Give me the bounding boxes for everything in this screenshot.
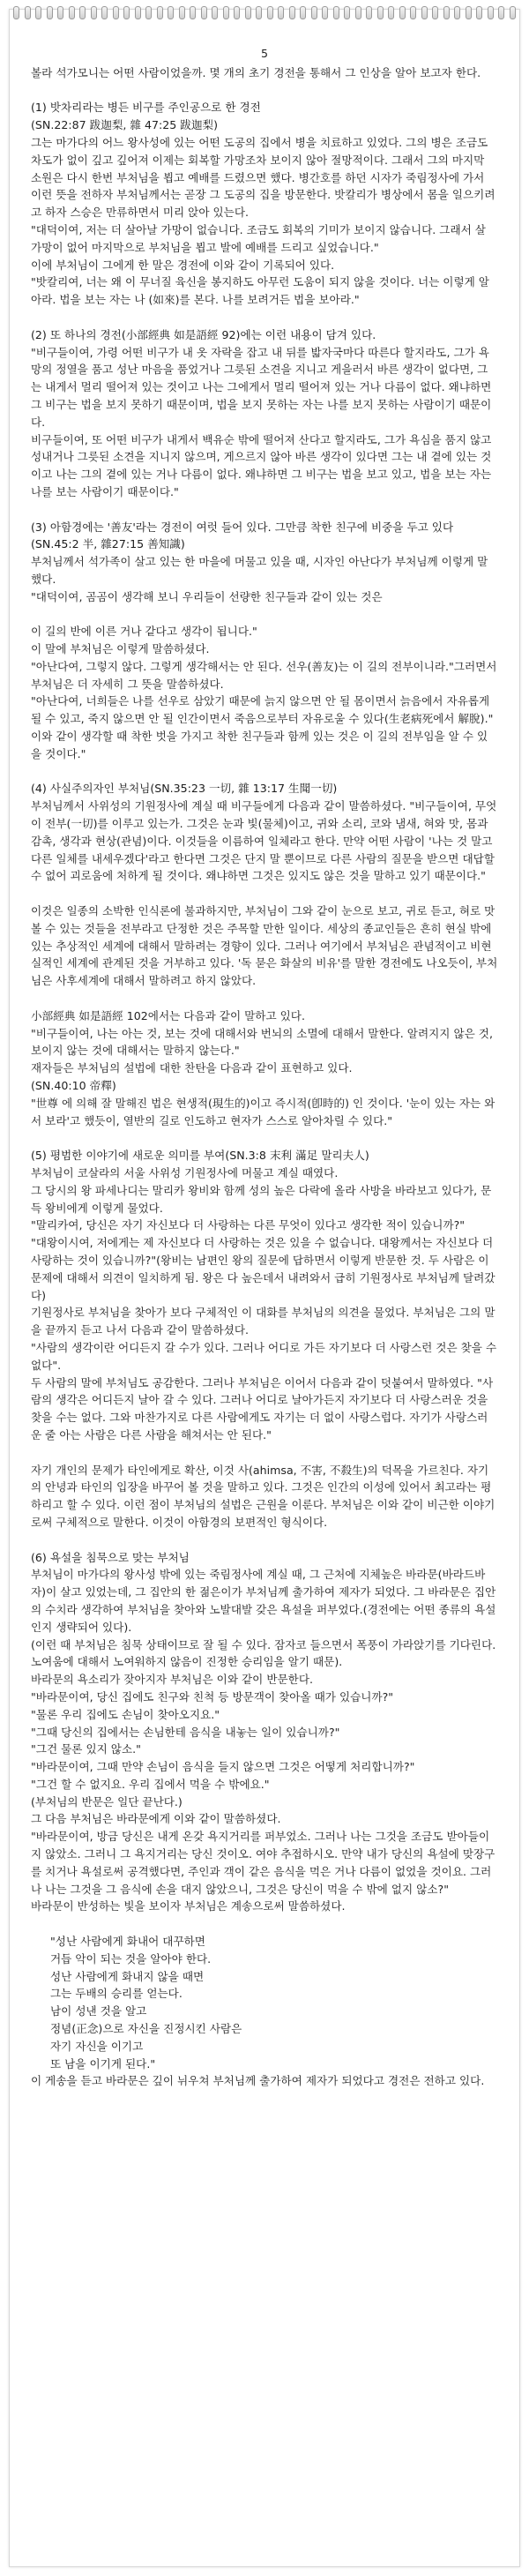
binding-ring: [278, 6, 284, 19]
verse-line: 성난 사람에게 화내지 않을 때면: [50, 1969, 205, 1983]
paragraph: "사람의 생각이란 어디든지 갈 수가 있다. 그러나 어디로 가든 자기보다 더 사랑스런 것은 찾을 수 없다".: [31, 1340, 497, 1372]
paragraph: "밧칼리여, 너는 왜 이 무너질 육신을 봉지하도 아무런 도움이 되지 않을 것이다. 너는 이렇게 알아라. 법을 보는 자는 나 (如來)를 본다. 나를 보려거든 법을 보아라.": [31, 275, 489, 307]
paragraph: 바라문이 반성하는 빛을 보이자 부처님은 계송으로써 말씀하셨다.: [31, 1899, 346, 1913]
paragraph: "그건 할 수 없지요. 우리 집에서 먹을 수 밖에요.": [31, 1777, 270, 1791]
binding-ring: [25, 6, 31, 19]
paragraph-gap: [31, 885, 498, 902]
section-heading: (1) 밧차리라는 병든 비구를 주인공으로 한 경전: [31, 101, 261, 115]
paragraph: "그때 당신의 집에서는 손님한테 음식을 내놓는 일이 있습니까?": [31, 1725, 340, 1739]
paragraph: (이런 때 부처님은 침묵 상태이므로 잘 될 수 있다. 잠자코 들으면서 폭풍이 가라앉기를 기다린다.: [31, 1637, 496, 1651]
paragraph-gap: [31, 1444, 498, 1462]
verse-line: 남이 성낸 것을 알고: [50, 2004, 147, 2018]
binding-ring: [245, 6, 251, 19]
paragraph-gap: [31, 1915, 498, 1933]
binding-ring: [145, 6, 152, 19]
paragraph: "아난다여, 그렇지 않다. 그렇게 생각해서는 안 된다. 선우(善友)는 이 길의 전부이니라."그러면서 부처님은 더 자세히 그 뜻을 말씀하셨다.: [31, 659, 497, 691]
page-number: 5: [260, 47, 268, 60]
paragraph: 바라문의 욕소리가 잦아지자 부처님은 이와 같이 반문한다.: [31, 1673, 313, 1687]
verse-line: 그는 두배의 승리를 얻는다.: [50, 1987, 183, 2001]
verse-line: 거듭 악이 되는 것을 알아야 한다.: [50, 1951, 212, 1966]
binding-ring: [399, 6, 406, 19]
paragraph: "그건 물론 있지 않소.": [31, 1742, 141, 1756]
binding-ring: [355, 6, 361, 19]
paragraph: 이 게송을 듣고 바라문은 깊이 뉘우쳐 부처님께 출가하여 제자가 되었다고 경전은 전하고 있다.: [31, 2074, 485, 2088]
binding-ring: [289, 6, 295, 19]
binding-ring: [454, 6, 460, 19]
binding-ring: [91, 6, 97, 19]
paragraph-gap: [31, 606, 498, 624]
binding-ring: [47, 6, 53, 19]
binding-ring: [443, 6, 450, 19]
binding-ring: [476, 6, 482, 19]
paragraph: 노여움에 대해서 노여워하지 않음이 진정한 승리임을 알기 때문).: [31, 1655, 343, 1669]
paragraph: "바라문이여, 당신 집에도 친구와 친척 등 방문객이 찾아올 때가 있습니까?": [31, 1689, 394, 1704]
section-heading: (4) 사실주의자인 부처님(SN.35:23 一切, 雜 13:17 生聞一切): [31, 782, 338, 796]
binding-ring: [510, 6, 516, 19]
binding-ring: [201, 6, 207, 19]
binding-ring: [57, 6, 63, 19]
paragraph: "바라문이여, 방금 당신은 내게 온갖 욕지거리를 퍼부었소. 그러나 나는 그것을 조금도 받아들이지 않았소. 그러니 그 욕지거리는 당신 것이오. 여야 추접하시오. 만약 내가 당신의 욕설에 맞장구를 치거나 욕설로써 공격했다면, 주인과 객이 같은 음식을 먹은 거나 다름이 없었을 것이요. 그러나 나는 그것을 그 음식에 손을 대지 않았으니, 그것은 당신이 먹을 수 밖에 없지 않소?": [31, 1830, 495, 1896]
paragraph-gap: [31, 82, 498, 100]
paragraph: "비구들이여, 가령 어떤 비구가 내 옷 자락을 잡고 내 뒤를 밟자국마다 따른다 할지라도, 그가 욕망의 정열을 품고 성난 마음을 품었거나 그릇된 소견을 지니고 게을러서 바른 생각이 없다면, 그는 내게서 멀리 떨어져 있는 것이고 나는 그에게서 멀리 떨어져 있는 거나 다름이 없다. 왜냐하면 그 비구는 법을 보지 못하기 때문이며, 법을 보지 못하는 자는 나를 보지 못하는 사람이기 때문이다.: [31, 345, 492, 429]
section-heading: (2) 또 하나의 경전(小部經典 如是語經 92)에는 이런 내용이 담겨 있다.: [31, 327, 376, 341]
binding-ring: [190, 6, 196, 19]
binding-ring: [123, 6, 130, 19]
spiral-binding: [10, 10, 519, 24]
paragraph: 그 다음 부처님은 바라문에게 이와 같이 말씀하셨다.: [31, 1812, 281, 1826]
binding-ring: [267, 6, 273, 19]
paragraph: "대왕이시여, 저에게는 제 자신보다 더 사랑하는 것은 있을 수 없습니다. 대왕께서는 자신보다 더 사랑하는 것이 있습니까?"(왕비는 남편인 왕의 질문에 답하면서 이렇게 반문한 것. 두 사람은 이 문제에 대해서 의견이 일치하게 됨. 왕은 다 높은데서 내려와서 급히 기원정사로 부처님께 달려갔다): [31, 1236, 495, 1302]
paragraph: 기원정사로 부처님을 찾아가 보다 구체적인 이 대화를 부처님의 의견을 물었다. 부처님은 그의 말을 끝까지 듣고 나서 다음과 같이 말씀하셨다.: [31, 1306, 495, 1337]
binding-ring: [223, 6, 229, 19]
paragraph-gap: [31, 1531, 498, 1549]
binding-ring: [300, 6, 306, 19]
binding-ring: [466, 6, 472, 19]
paragraph-gap: [31, 990, 498, 1007]
paragraph: 비구들이여, 또 어떤 비구가 내게서 백유순 밖에 떨어져 산다고 할지라도, 그가 욕심을 품지 않고 성내거나 그릇된 소견을 지니지 않으며, 게으르지 않아 바른 생각이 있다면 그는 내 곁에 있는 것이고 나는 그의 곁에 있는 거나 다름이 없다. 왜냐하면 그 비구는 법을 보고 있고, 법을 보는 자는 나를 보는 사람이기 때문이다.": [31, 432, 492, 498]
binding-ring: [13, 6, 19, 19]
paragraph: 이것은 일종의 소박한 인식론에 불과하지만, 부처님이 그와 같이 눈으로 보고, 귀로 듣고, 혀로 맛볼 수 있는 것들을 전부라고 단정한 것은 주목할 만한 일이다. 세상의 종교인들은 흔히 현실 밖에 있는 추상적인 세계에 대해서 말하려는 경향이 있다. 그러나 여기에서 부처님은 관념적이고 비현실적인 세계에 관계된 것을 거부하고 있다. '독 묻은 화살의 비유'를 말한 경전에도 나오듯이, 부처님은 사후세계에 대해서 말하려고 하지 않았다.: [31, 904, 498, 988]
paragraph: "대덕이여, 저는 더 살아날 가망이 없습니다. 조금도 회복의 기미가 보이지 않습니다. 그래서 살 가망이 없어 마지막으로 부처님을 뵙고 발에 예배를 드리고 싶었습니다.": [31, 222, 486, 254]
section-heading: (6) 욕설을 침묵으로 맞는 부처님: [31, 1550, 190, 1564]
binding-ring: [322, 6, 328, 19]
text-blocks: [31, 64, 498, 2090]
binding-ring: [311, 6, 317, 19]
paragraph: 그는 마가다의 어느 왕사성에 있는 어떤 도공의 집에서 병을 치료하고 있었다. 그의 병은 조금도 차도가 없이 깊고 깊어져 이제는 회복할 가망조차 보이지 않아 절망적이다. 그래서 그의 마지막 소원은 다시 한번 부처님을 뵙고 예배를 드렸으면 했다. 병간호를 하던 시자가 죽림정사에 가서 이런 뜻을 전하자 부처님께서는 곧장 그 도공의 집을 방문한다. 밧칼리가 병상에서 몸을 일으키려고 하자 스승은 만류하면서 미리 앉아 있는다.: [31, 135, 495, 220]
paragraph: 두 사람의 말에 부처님도 공감한다. 그러나 부처님은 이어서 다음과 같이 덧붙여서 말하였다. "사람의 생각은 어디든지 날아 갈 수 있다. 그러나 어디로 날아가든지 자기보다 더 사랑스러운 것을 찾을 수는 없다. 그와 마찬가지로 다른 사람에게도 자기는 더 없이 사랑스럽다. 자기가 사랑스러운 줄 아는 사람은 다른 사람을 해쳐서는 안 된다.": [31, 1375, 494, 1442]
paragraph: 그 당시의 왕 파세나디는 말리카 왕비와 함께 성의 높은 다락에 올라 사방을 바라보고 있다가, 문득 왕비에게 이렇게 물었다.: [31, 1183, 492, 1215]
paragraph-gap: [31, 309, 498, 326]
binding-ring: [79, 6, 86, 19]
binding-ring: [35, 6, 41, 19]
paragraph: "비구들이여, 나는 아는 것, 보는 것에 대해서와 번뇌의 소멸에 대해서 말한다. 알려지지 않은 것, 보이지 않는 것에 대해서는 말하지 않는다.": [31, 1026, 493, 1058]
binding-ring: [157, 6, 163, 19]
paragraph: 부처님께서 석가족이 살고 있는 한 마을에 머물고 있을 때, 시자인 아난다가 부처님께 이렇게 말했다.: [31, 555, 488, 586]
paragraph: 이 말에 부처님은 이렇게 말씀하셨다.: [31, 642, 210, 656]
paragraph: 볼라 석가모니는 어떤 사람이었을까. 몇 개의 초기 경전을 통해서 그 인상을 알아 보고자 한다.: [31, 65, 481, 79]
paragraph: "대덕이여, 곰곰이 생각해 보니 우리들이 선량한 친구들과 같이 있는 것은: [31, 589, 383, 603]
document-page: [9, 9, 520, 2567]
paragraph: "바라문이여, 그때 만약 손님이 음식을 들지 않으면 그것은 어떻게 처리합니까?": [31, 1760, 415, 1774]
binding-ring: [488, 6, 494, 19]
verse-line: 또 남을 이기게 된다.": [50, 2056, 156, 2071]
binding-ring: [101, 6, 108, 19]
paragraph-gap: [31, 501, 498, 519]
paragraph: 이 길의 반에 이른 거나 같다고 생각이 됩니다.": [31, 625, 257, 639]
binding-ring: [69, 6, 75, 19]
paragraph-gap: [31, 1129, 498, 1147]
section-heading: (5) 평범한 이야기에 새로운 의미를 부여(SN.3:8 末利 滿足 말리夫人): [31, 1149, 369, 1163]
binding-ring: [388, 6, 394, 19]
paragraph: "말리카여, 당신은 자기 자신보다 더 사랑하는 다른 무엇이 있다고 생각한 적이 있습니까?": [31, 1218, 466, 1232]
paragraph: 이에 부처님이 그에게 한 말은 경전에 이와 같이 기록되어 있다.: [31, 258, 335, 272]
binding-ring: [410, 6, 416, 19]
paragraph: 부처님이 코살라의 서울 사위성 기원정사에 머물고 계실 때였다.: [31, 1166, 339, 1179]
paragraph: (SN.40:10 帝釋): [31, 1079, 116, 1093]
binding-ring: [212, 6, 218, 19]
binding-ring: [135, 6, 141, 19]
binding-ring: [113, 6, 119, 19]
binding-ring: [168, 6, 174, 19]
paragraph: 이와 같이 생각할 때 착한 벗을 가지고 착한 친구들과 함께 있는 것은 이 길의 전부임을 알 수 있을 것이다.": [31, 730, 488, 760]
paragraph: (부처님의 반문은 일단 끝난다.): [31, 1794, 183, 1808]
binding-ring: [256, 6, 262, 19]
section-heading: (3) 아함경에는 '善友'라는 경전이 여럿 들어 있다. 그만큼 착한 친구에 비중을 두고 있다(SN.45:2 半, 雜27:15 善知識): [31, 520, 454, 551]
paragraph: (SN.22:87 跋迦梨, 雜 47:25 跋迦梨): [31, 118, 219, 132]
paragraph: 부처님이 마가다의 왕사성 밖에 있는 죽림정사에 계실 때, 그 근처에 지체높은 바라문(바라드바자)이 살고 있었는데, 그 집안의 한 젊은이가 부처님께 출가하여 제자가 되었다. 그 바라문은 집안의 수치라 생각하여 부처님을 찾아와 노발대발 갖은 욕설을 퍼부었다.(경전에는 어떤 종류의 욕설인지 생략되어 있다).: [31, 1568, 496, 1634]
verse-line: "성난 사람에게 화내어 대꾸하면: [50, 1935, 205, 1949]
verse-line: 정념(正念)으로 자신을 진정시킨 사람은: [50, 2022, 242, 2036]
document-body: [31, 45, 498, 2090]
binding-ring: [421, 6, 428, 19]
paragraph: 재자들은 부처님의 설법에 대한 찬탄을 다음과 같이 표현하고 있다.: [31, 1061, 353, 1075]
paragraph: "世尊 에 의해 잘 말해진 법은 현생적(現生的)이고 즉시적(卽時的) 인 것이다. '눈이 있는 자는 와서 보라'고 했듯이, 열반의 길로 인도하고 현자가 스스로 알아차릴 수 있다.": [31, 1096, 495, 1127]
paragraph: 자기 개인의 문제가 타인에게로 확산, 이것 사(ahimsa, 不害, 不殺生)의 덕목을 가르친다. 자기의 안녕과 타인의 입장을 바꾸어 볼 것을 말하고 있다. 그것은 인간의 이성에 있어서 최고라는 평하리고 할 수 있다. 이런 점이 부처님의 설법은 근원을 이룬다. 부처님은 이와 같이 비근한 이야기로써 구체적으로 말한다. 이것이 아함경의 보편적인 형식이다.: [31, 1463, 495, 1529]
verse-line: 자기 자신을 이기고: [50, 2039, 144, 2053]
binding-ring: [333, 6, 339, 19]
binding-ring: [377, 6, 384, 19]
binding-ring: [344, 6, 350, 19]
binding-ring: [366, 6, 372, 19]
binding-ring: [498, 6, 504, 19]
paragraph: 부처님께서 사위성의 기원정사에 계실 때 비구들에게 다음과 같이 말씀하셨다. "비구들이여, 무엇이 전부(一切)를 이루고 있는가. 그것은 눈과 빛(물체)이고, 귀와 소리, 코와 냄새, 혀와 맛, 몸과 감촉, 생각과 현상(관념)이다. 이것들을 이름하여 일체라고 한다. 만약 어떤 사람이 '나는 것 말고 다른 일체를 내세우겠다'라고 한다면 그것은 단지 말 뿐이므로 다른 사람의 질문을 받으면 대답할 수 없어 괴로움에 처하게 될 것이다. 왜냐하면 그것은 있지도 않은 것을 말하고 있기 때문이다.": [31, 799, 497, 883]
binding-ring: [234, 6, 240, 19]
binding-ring: [432, 6, 438, 19]
paragraph: "물론 우리 집에도 손님이 찾아오지요.": [31, 1707, 220, 1721]
paragraph: "아난다여, 너희들은 나를 선우로 삼았기 때문에 늙지 않으면 안 될 몸이면서 늙음에서 자유롭게 될 수 있고, 죽지 않으면 안 될 인간이면서 죽음으로부터 자유로울 수 있다(生老病死에서 解脫).": [31, 694, 494, 726]
binding-ring: [179, 6, 185, 19]
paragraph-gap: [31, 763, 498, 781]
paragraph: 小部經典 如是語經 102에서는 다음과 같이 말하고 있다.: [31, 1008, 305, 1022]
